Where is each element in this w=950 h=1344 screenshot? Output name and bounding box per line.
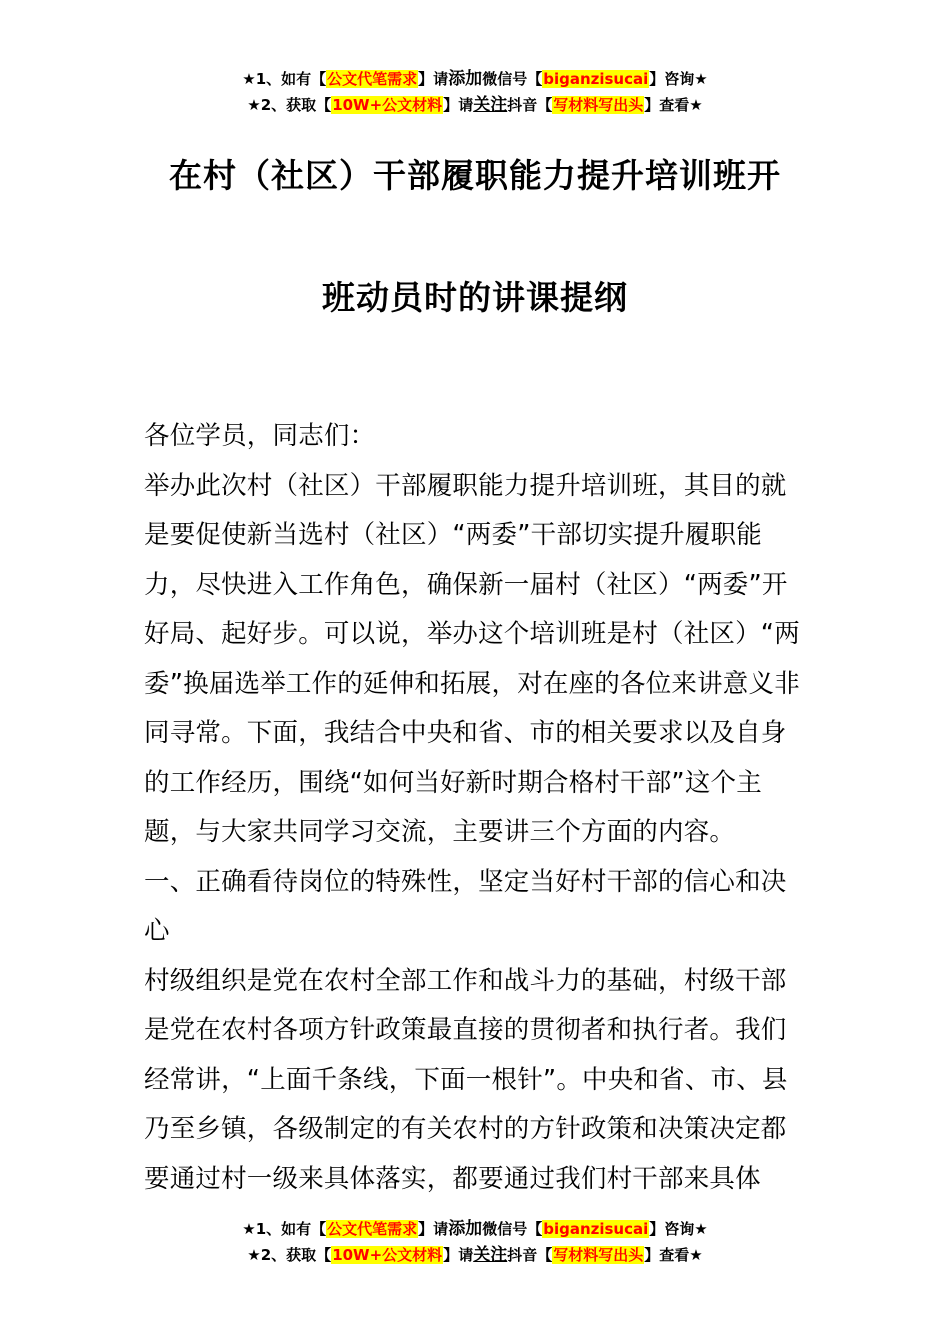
promo-highlight: 10W+公文材料 — [332, 1246, 443, 1264]
body-paragraph: 举办此次村（社区）干部履职能力提升培训班，其目的就是要促使新当选村（社区）“两委”干部切实提升履职能力，尽快进入工作角色，确保新一届村（社区）“两委”开好局、起好步。可以说，举办这个培训班是村（社区）“两委”换届选举工作的延伸和拓展，对在座的各位来讲意义非同寻常。下面，我结合中央和省、市的相关要求以及自身的工作经历，围绕“如何当好新时期合格村干部”这个主题，与大家共同学习交流，主要讲三个方面的内容。 — [144, 470, 800, 847]
promo-text: 微信号【 — [482, 1220, 543, 1238]
promo-text: 】查看★ — [644, 1246, 703, 1264]
document-title-line-1: 在村（社区）干部履职能力提升培训班开 — [169, 156, 781, 195]
promo-highlight: 公文代笔需求 — [327, 1220, 418, 1238]
promo-text: 】请 — [443, 1246, 474, 1264]
promo-highlight-wechat: biganzisucai — [543, 70, 649, 88]
promo-text: 】请 — [418, 70, 449, 88]
promo-emphasis: 添加 — [448, 69, 483, 89]
promo-text: 抖音【 — [507, 1246, 553, 1264]
promo-emphasis: 关注 — [473, 95, 508, 115]
promo-line-2 — [0, 1242, 950, 1268]
body-paragraph: 村级组织是党在农村全部工作和战斗力的基础，村级干部是党在农村各项方针政策最直接的贯彻者和执行者。我们经常讲，“上面千条线，下面一根针”。中央和省、市、县乃至乡镇，各级制定的有关农村的方针政策和决策决定都要通过村一级来具体落实，都要通过我们村干部来具体 — [144, 965, 788, 1194]
promo-text: 】请 — [418, 1220, 449, 1238]
promo-text: 】请 — [443, 96, 474, 114]
promo-text: ★1、如有【 — [242, 70, 327, 88]
promo-text: ★1、如有【 — [242, 1220, 327, 1238]
promo-highlight: 10W+公文材料 — [332, 96, 443, 114]
promo-line-1 — [0, 66, 950, 92]
salutation: 各位学员，同志们： — [144, 421, 376, 451]
document-title-line-2: 班动员时的讲课提纲 — [322, 278, 628, 317]
promo-line-1 — [0, 1216, 950, 1242]
promo-header — [0, 66, 950, 118]
promo-text: ★2、获取【 — [247, 1246, 332, 1264]
promo-footer — [0, 1216, 950, 1268]
promo-text: 微信号【 — [482, 70, 543, 88]
section-heading: 一、正确看待岗位的特殊性，坚定当好村干部的信心和决心 — [144, 866, 787, 946]
promo-text: 】咨询★ — [649, 70, 708, 88]
promo-highlight-douyin: 写材料写出头 — [553, 1246, 644, 1264]
promo-text: ★2、获取【 — [247, 96, 332, 114]
promo-highlight-wechat: biganzisucai — [543, 1220, 649, 1238]
promo-highlight-douyin: 写材料写出头 — [553, 96, 644, 114]
promo-line-2 — [0, 92, 950, 118]
document-body — [144, 412, 808, 1204]
promo-highlight: 公文代笔需求 — [327, 70, 418, 88]
promo-emphasis: 添加 — [448, 1219, 483, 1239]
promo-text: 】咨询★ — [649, 1220, 708, 1238]
promo-text: 】查看★ — [644, 96, 703, 114]
promo-emphasis: 关注 — [473, 1245, 508, 1265]
promo-text: 抖音【 — [507, 96, 553, 114]
